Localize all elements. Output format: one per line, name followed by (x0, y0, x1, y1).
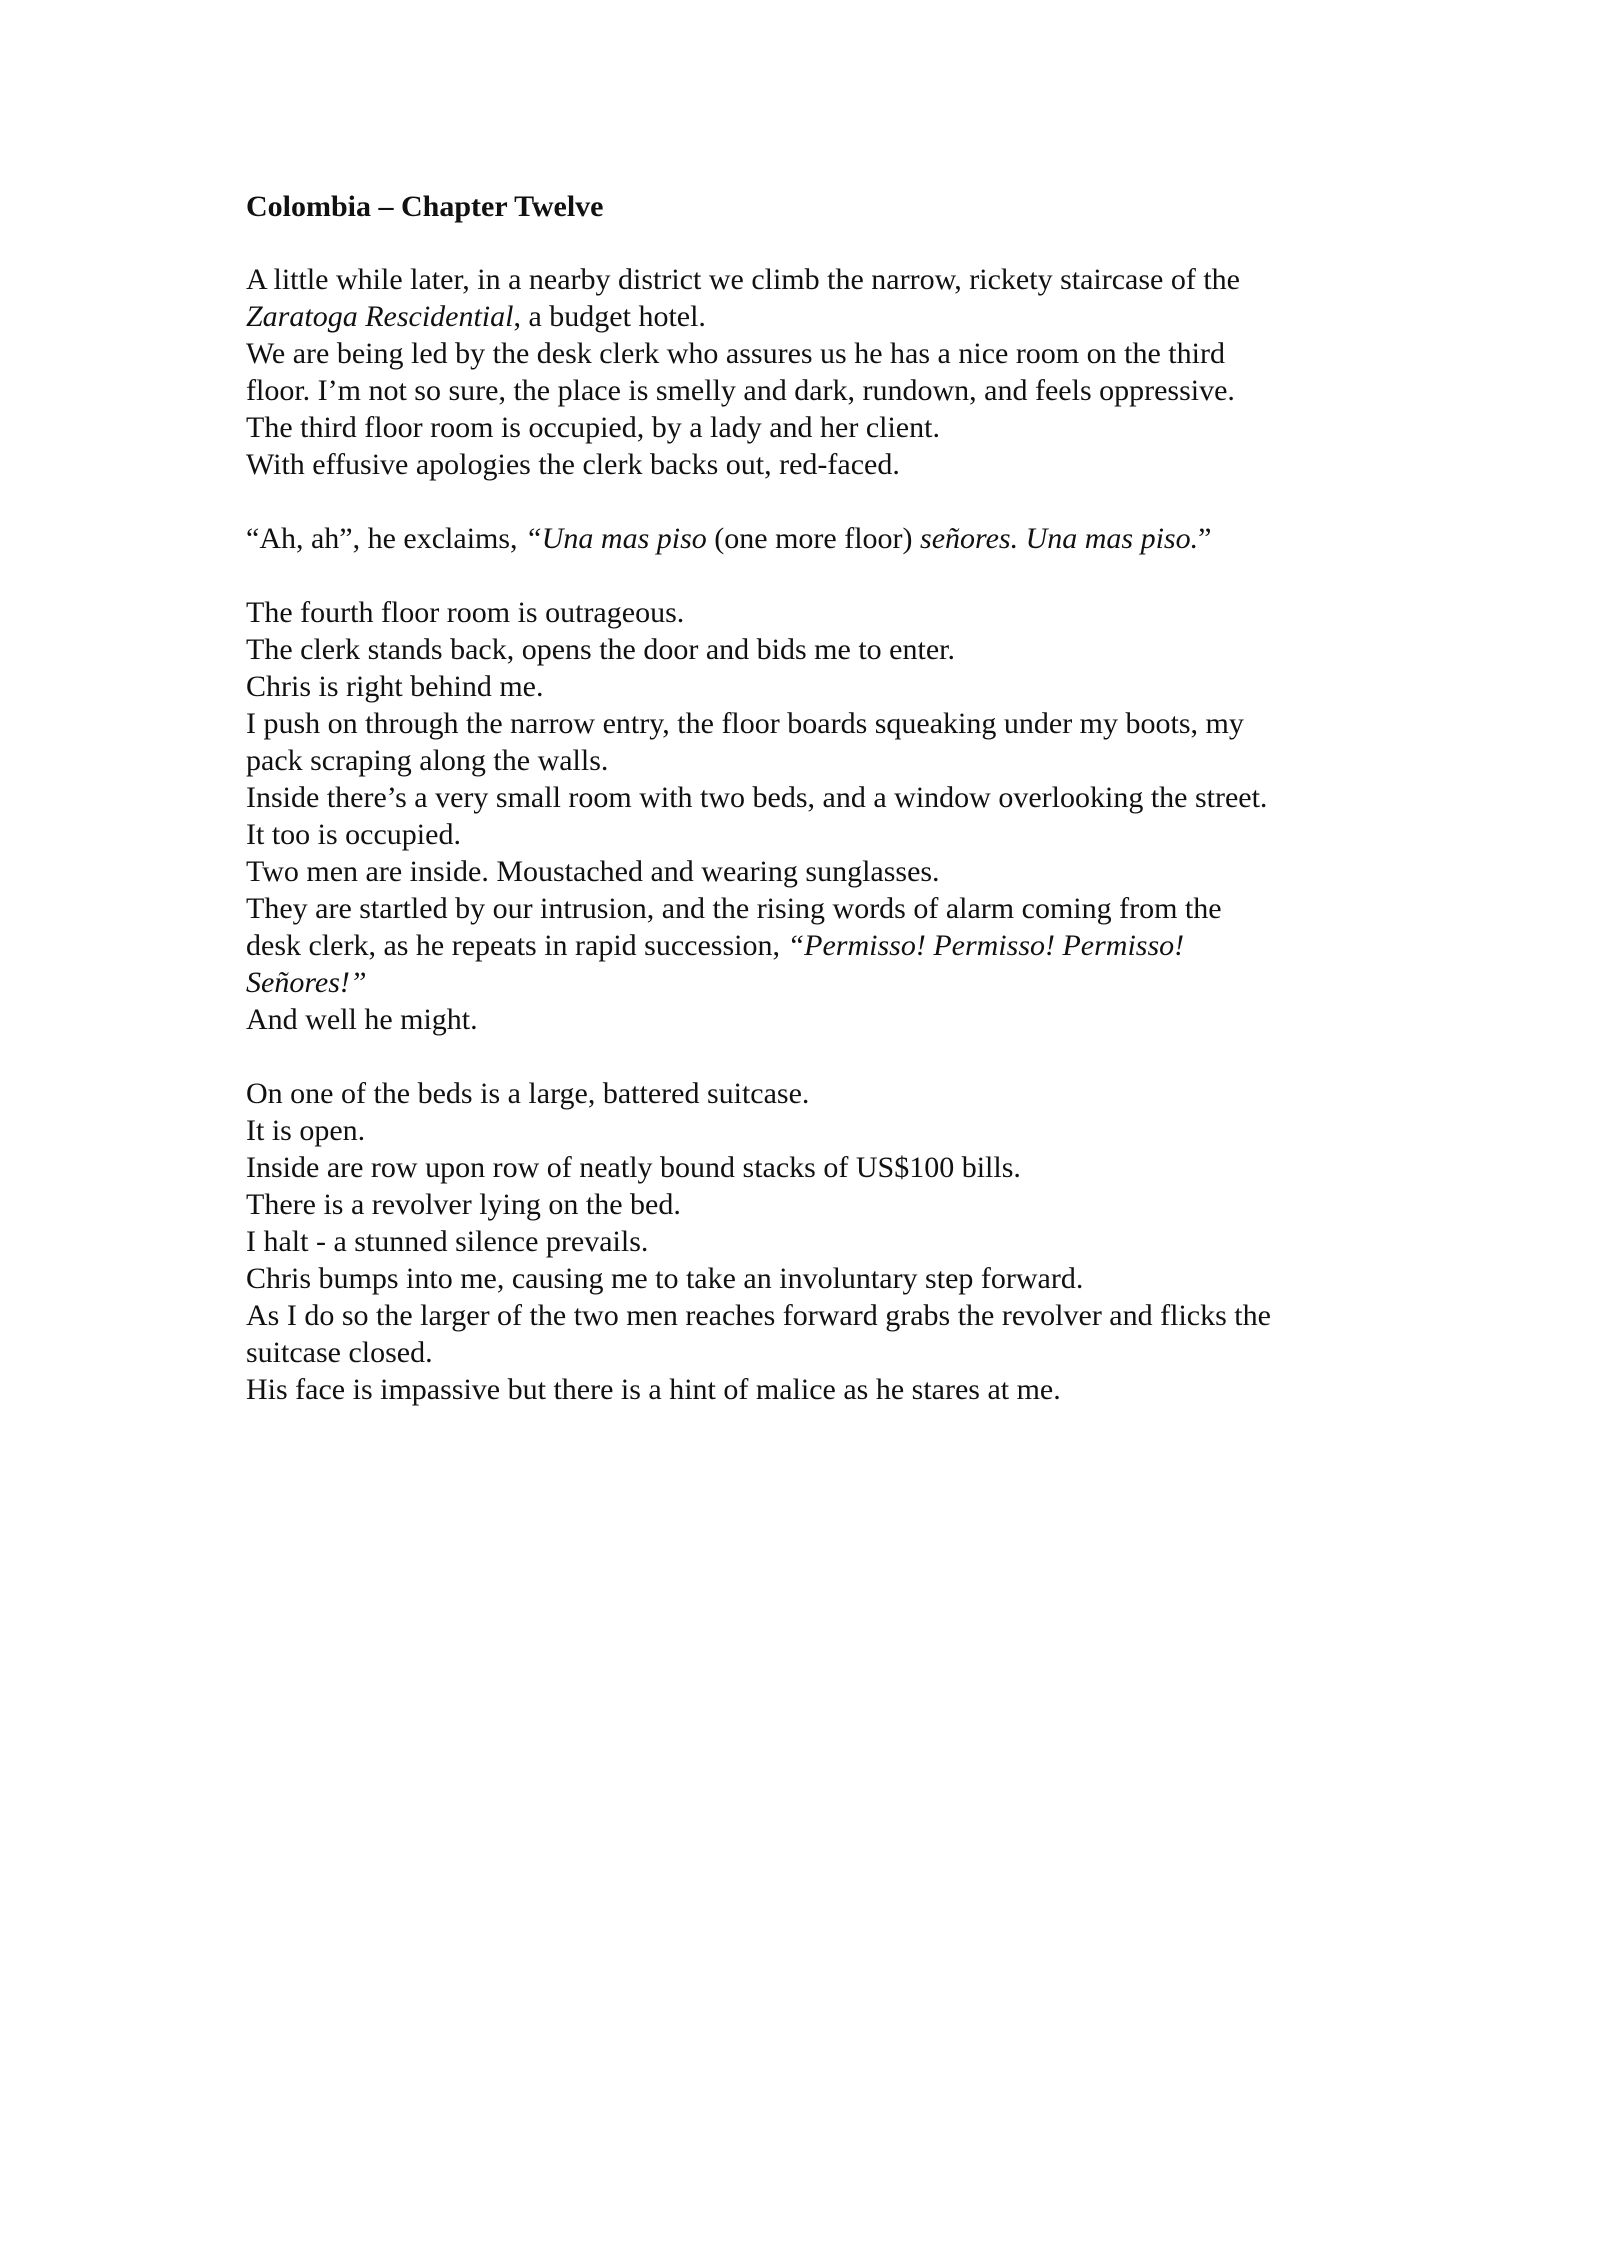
text-run: It is open. (246, 1114, 366, 1147)
italic-text-run: señores. Una mas piso. (920, 522, 1199, 555)
text-line (246, 1075, 1386, 1112)
text-run: Inside are row upon row of neatly bound stacks of US$100 bills. (246, 1151, 1021, 1184)
italic-text-run: Zaratoga Rescidential (246, 300, 514, 333)
text-run: His face is impassive but there is a hint of malice as he stares at me. (246, 1373, 1061, 1406)
text-line (246, 1334, 1386, 1371)
text-line (246, 779, 1386, 816)
text-run: The fourth floor room is outrageous. (246, 596, 685, 629)
text-run: A little while later, in a nearby district we climb the narrow, rickety staircase of the (246, 263, 1240, 296)
text-run: They are startled by our intrusion, and the rising words of alarm coming from the (246, 892, 1222, 925)
text-line (246, 742, 1386, 779)
text-line (246, 298, 1386, 335)
text-run: We are being led by the desk clerk who assures us he has a nice room on the third (246, 337, 1225, 370)
text-run: , a budget hotel. (513, 300, 706, 333)
text-run: floor. I’m not so sure, the place is smelly and dark, rundown, and feels oppressive. (246, 374, 1235, 407)
text-run: desk clerk, as he repeats in rapid succession, (246, 929, 788, 962)
text-line (246, 1371, 1386, 1408)
chapter-title: Colombia – Chapter Twelve (246, 190, 604, 223)
text-line (246, 964, 1386, 1001)
text-line (246, 372, 1386, 409)
text-run: The clerk stands back, opens the door and bids me to enter. (246, 633, 955, 666)
text-line (246, 1186, 1386, 1223)
text-run: Two men are inside. Moustached and wearing sunglasses. (246, 855, 940, 888)
paragraphs-container (246, 261, 1386, 1408)
paragraph (246, 520, 1386, 557)
text-run: Inside there’s a very small room with two beds, and a window overlooking the street. (246, 781, 1268, 814)
text-run: Chris bumps into me, causing me to take an involuntary step forward. (246, 1262, 1084, 1295)
text-line (246, 520, 1386, 557)
text-run: I halt - a stunned silence prevails. (246, 1225, 649, 1258)
text-line (246, 446, 1386, 483)
text-line (246, 1260, 1386, 1297)
italic-text-run: Señores!” (246, 966, 367, 999)
text-run: On one of the beds is a large, battered suitcase. (246, 1077, 810, 1110)
text-run: Chris is right behind me. (246, 670, 544, 703)
text-line (246, 927, 1386, 964)
text-line (246, 668, 1386, 705)
text-line (246, 1001, 1386, 1038)
italic-text-run: “Permisso! Permisso! Permisso! (787, 929, 1185, 962)
italic-text-run: “Una mas piso (525, 522, 707, 555)
text-line (246, 1149, 1386, 1186)
text-run: As I do so the larger of the two men reaches forward grabs the revolver and flicks the (246, 1299, 1271, 1332)
paragraph (246, 261, 1386, 483)
paragraph (246, 594, 1386, 1038)
text-line (246, 335, 1386, 372)
text-line (246, 890, 1386, 927)
text-line (246, 816, 1386, 853)
text-run: I push on through the narrow entry, the floor boards squeaking under my boots, my (246, 707, 1244, 740)
text-run: And well he might. (246, 1003, 478, 1036)
text-line (246, 853, 1386, 890)
paragraph (246, 1075, 1386, 1408)
text-line (246, 1223, 1386, 1260)
document-body (246, 188, 1386, 1445)
text-run: pack scraping along the walls. (246, 744, 609, 777)
text-line (246, 409, 1386, 446)
text-run: It too is occupied. (246, 818, 461, 851)
text-run: The third floor room is occupied, by a lady and her client. (246, 411, 940, 444)
text-line (246, 1112, 1386, 1149)
text-run: There is a revolver lying on the bed. (246, 1188, 681, 1221)
text-run: suitcase closed. (246, 1336, 433, 1369)
text-run: (one more floor) (706, 522, 921, 555)
text-run: “Ah, ah”, he exclaims, (246, 522, 526, 555)
text-run: ” (1198, 522, 1212, 555)
text-line (246, 631, 1386, 668)
text-line (246, 705, 1386, 742)
text-run: With effusive apologies the clerk backs out, red-faced. (246, 448, 900, 481)
text-line (246, 594, 1386, 631)
text-line (246, 1297, 1386, 1334)
text-line (246, 261, 1386, 298)
